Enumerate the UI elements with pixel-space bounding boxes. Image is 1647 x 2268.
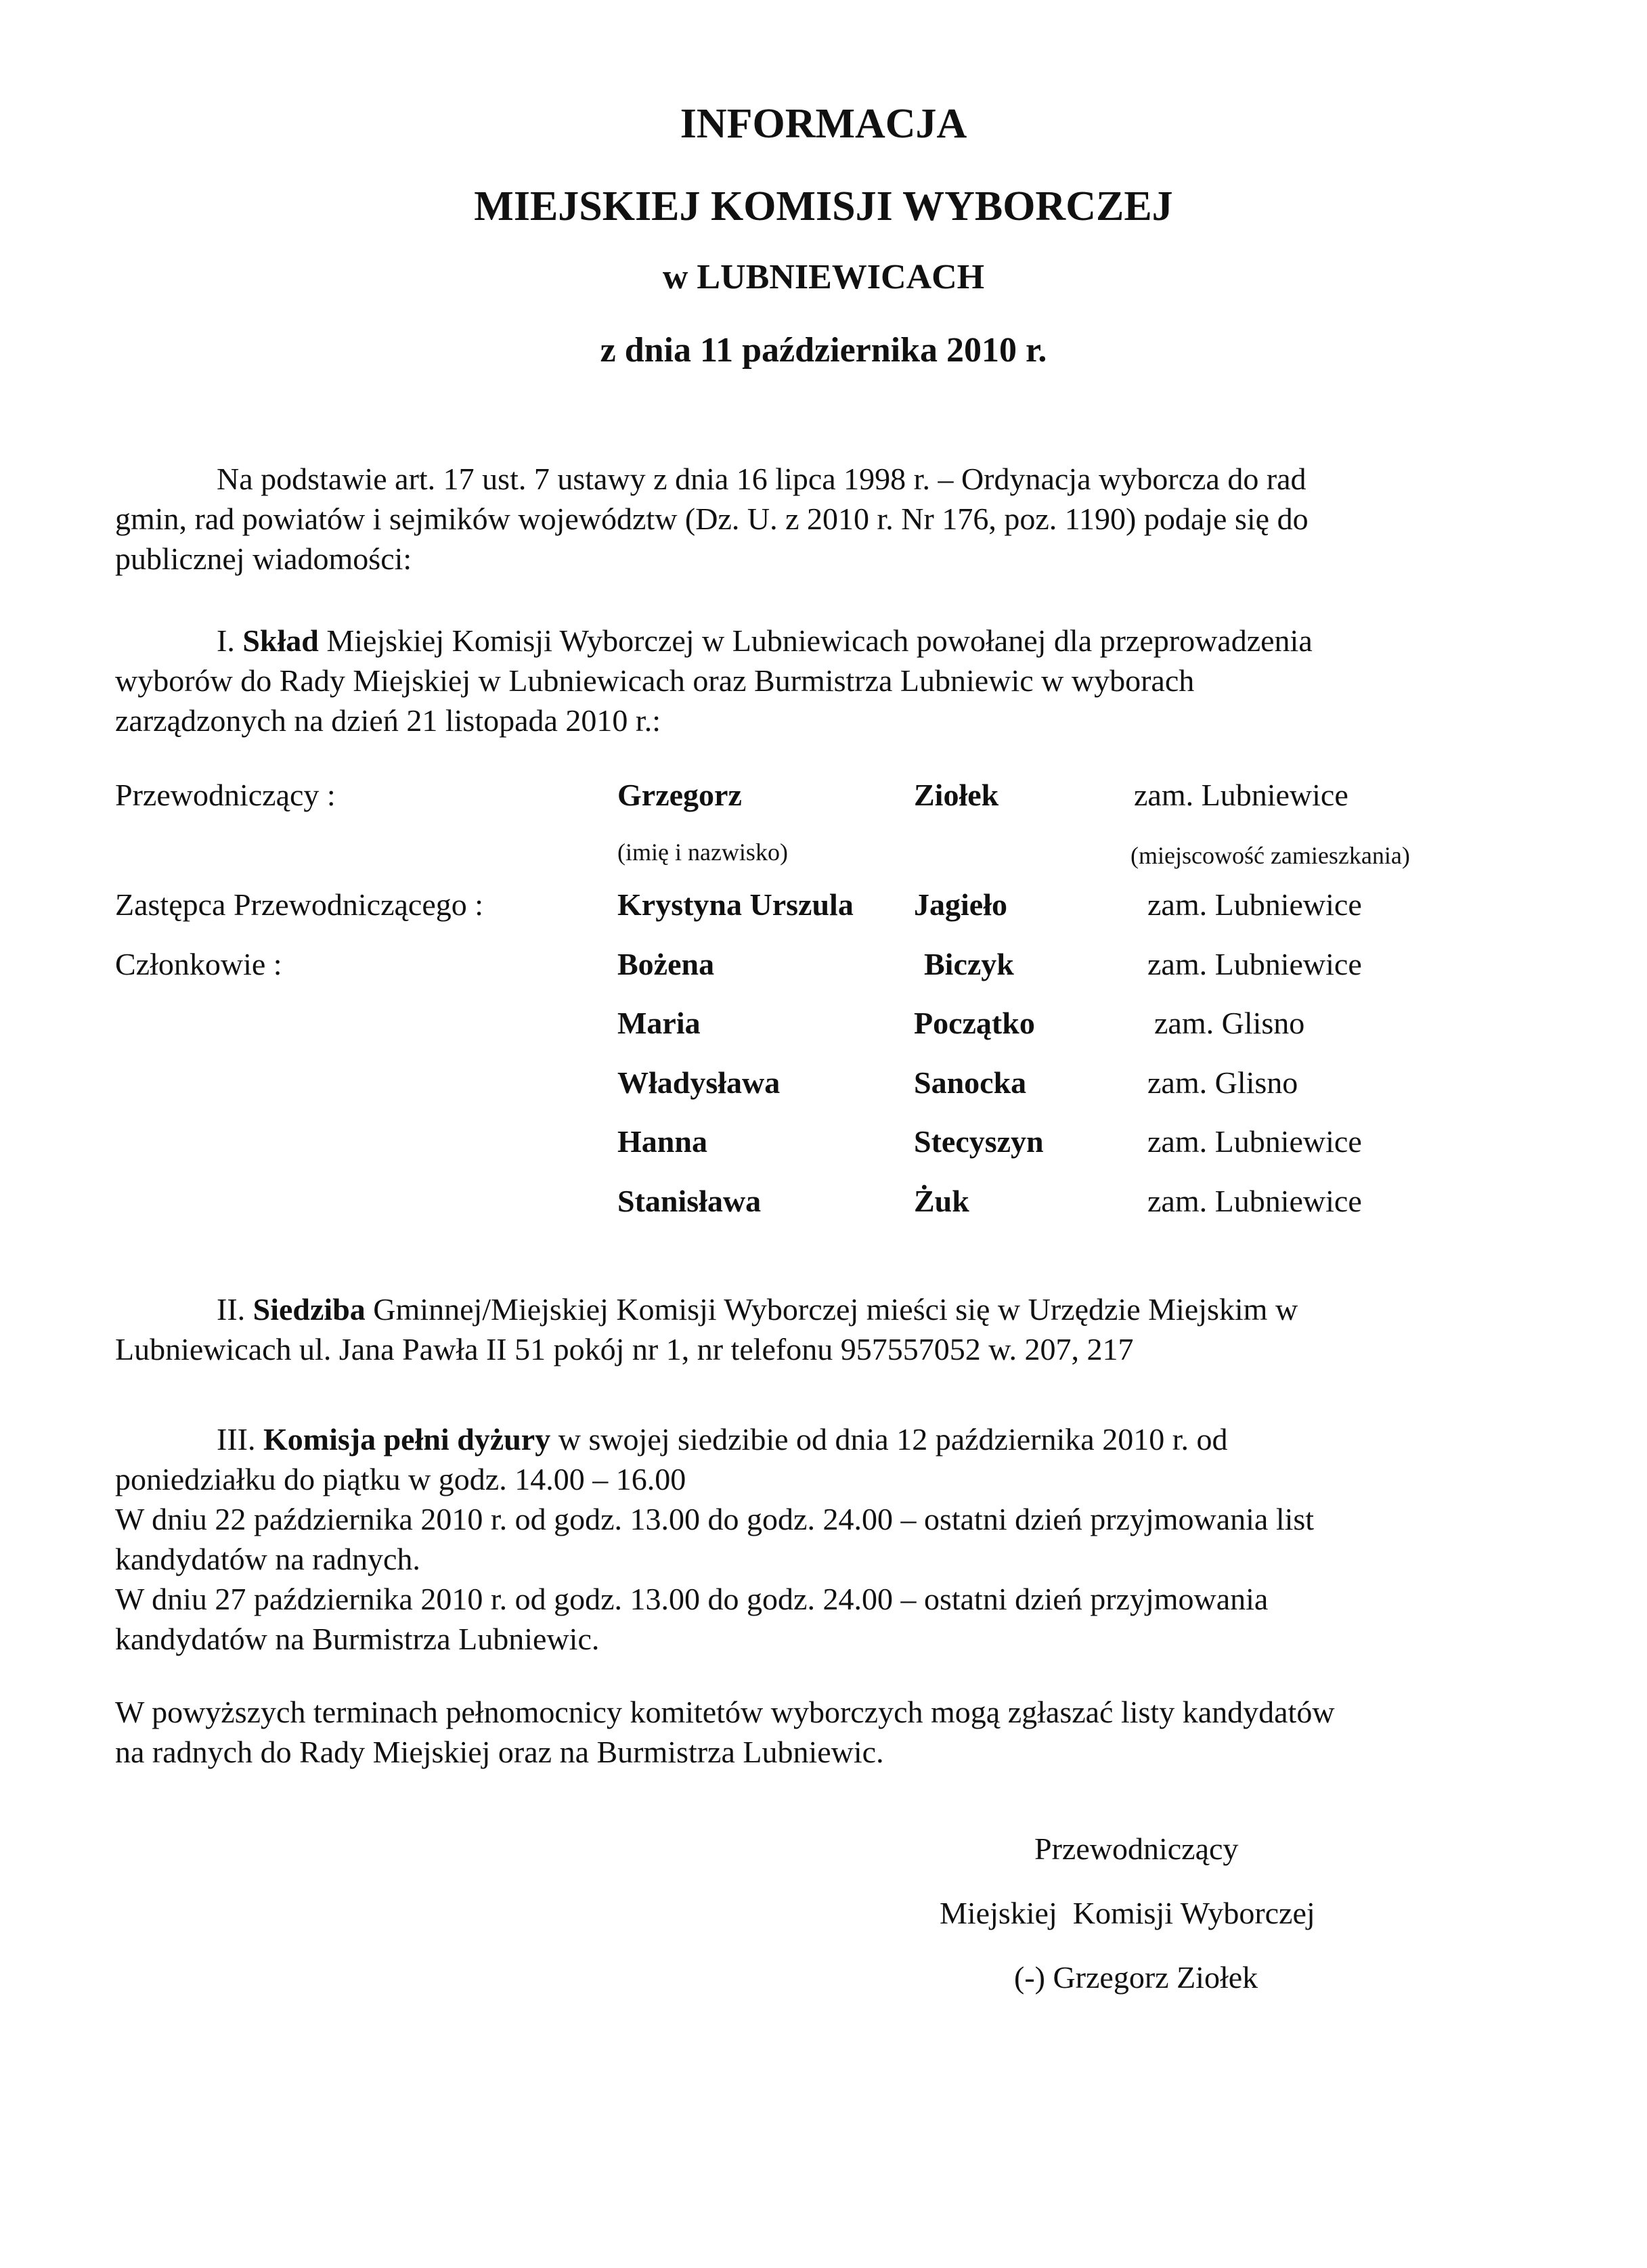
section-3-label: Komisja pełni dyżury [263,1422,551,1457]
section-1-label: Skład [242,623,319,658]
member-last-name: Jagieło [914,887,1007,922]
member-address: zam. Glisno [1154,1006,1305,1040]
doc-title: INFORMACJA [680,101,967,147]
member-last-name: Sanocka [914,1065,1027,1100]
closing-line: na radnych do Rady Miejskiej oraz na Burmistrza Lubniewic. [115,1735,884,1769]
member-last-name: Żuk [914,1184,969,1218]
member-last-name: Ziołek [914,778,999,812]
member-first-name: Maria [617,1006,701,1040]
closing-line: W powyższych terminach pełnomocnicy komitetów wyborczych mogą zgłaszać listy kandydatów [115,1695,1335,1729]
section-1-paragraph [115,621,1464,740]
section-1-line: zarządzonych na dzień 21 listopada 2010 r.: [115,703,661,738]
section-1-numeral: I. [217,623,235,658]
section-1-line: wyborów do Rady Miejskiej w Lubniewicach oraz Burmistrza Lubniewic w wyborach [115,663,1195,698]
member-first-name: Bożena [617,947,715,981]
section-2-first-line [115,1289,1464,1329]
doc-subtitle-commission: MIEJSKIEJ KOMISJI WYBORCZEJ [474,183,1173,229]
section-2-numeral: II. [217,1292,246,1327]
member-last-name: Biczyk [924,947,1014,981]
section-3-paragraph [115,1419,1464,1659]
role-chair: Przewodniczący : [115,778,336,812]
member-address: zam. Lubniewice [1147,1124,1362,1159]
section-3-numeral: III. [217,1422,256,1457]
member-address: zam. Lubniewice [1147,947,1362,981]
signature-commission: Miejskiej Komisji Wyborczej [940,1896,1315,1930]
member-address: zam. Glisno [1147,1065,1298,1100]
role-deputy: Zastępca Przewodniczącego : [115,887,484,922]
section-3-first-line [115,1419,1464,1459]
signature-title: Przewodniczący [1034,1831,1239,1866]
section-3-text: w swojej siedzibie od dnia 12 października 2010 r. od [558,1422,1228,1457]
section-2-text: Gminnej/Miejskiej Komisji Wyborczej mieści się w Urzędzie Miejskim w [373,1292,1298,1327]
member-first-name: Grzegorz [617,778,742,812]
section-3-line: W dniu 22 października 2010 r. od godz. 13.00 do godz. 24.00 – ostatni dzień przyjmowania list [115,1502,1315,1536]
member-last-name: Stecyszyn [914,1124,1044,1159]
caption-name: (imię i nazwisko) [617,839,788,866]
section-2-label: Siedziba [252,1292,366,1327]
section-3-line: poniedziałku do piątku w godz. 14.00 – 16.00 [115,1462,686,1496]
intro-paragraph [115,459,1464,579]
member-first-name: Hanna [617,1124,707,1159]
member-address: zam. Lubniewice [1147,1184,1362,1218]
intro-line: publicznej wiadomości: [115,541,412,576]
section-3-line: W dniu 27 października 2010 r. od godz. 13.00 do godz. 24.00 – ostatni dzień przyjmowania [115,1582,1269,1616]
section-2-paragraph [115,1289,1464,1369]
member-address: zam. Lubniewice [1147,887,1362,922]
member-first-name: Władysława [617,1065,781,1100]
closing-paragraph [115,1692,1464,1772]
intro-line: Na podstawie art. 17 ust. 7 ustawy z dnia 16 lipca 1998 r. – Ordynacja wyborcza do rad [217,462,1306,496]
signature-name: (-) Grzegorz Ziołek [1014,1960,1258,1995]
section-3-line: kandydatów na radnych. [115,1542,420,1576]
intro-line: gmin, rad powiatów i sejmików województw (Dz. U. z 2010 r. Nr 176, poz. 1190) podaje się do [115,502,1309,536]
member-last-name: Początko [914,1006,1035,1040]
role-members: Członkowie : [115,947,282,981]
section-2-line: Lubniewicach ul. Jana Pawła II 51 pokój nr 1, nr telefonu 957557052 w. 207, 217 [115,1332,1134,1366]
member-address: zam. Lubniewice [1134,778,1348,812]
member-first-name: Stanisława [617,1184,762,1218]
section-3-line: kandydatów na Burmistrza Lubniewic. [115,1622,600,1656]
section-1-first-line [115,621,1464,661]
doc-subtitle-location: w LUBNIEWICACH [662,258,985,296]
doc-date: z dnia 11 października 2010 r. [600,331,1047,370]
caption-residence: (miejscowość zamieszkania) [1130,842,1410,869]
section-1-text: Miejskiej Komisji Wyborczej w Lubniewicach powołanej dla przeprowadzenia [326,623,1313,658]
member-first-name: Krystyna Urszula [617,887,854,922]
